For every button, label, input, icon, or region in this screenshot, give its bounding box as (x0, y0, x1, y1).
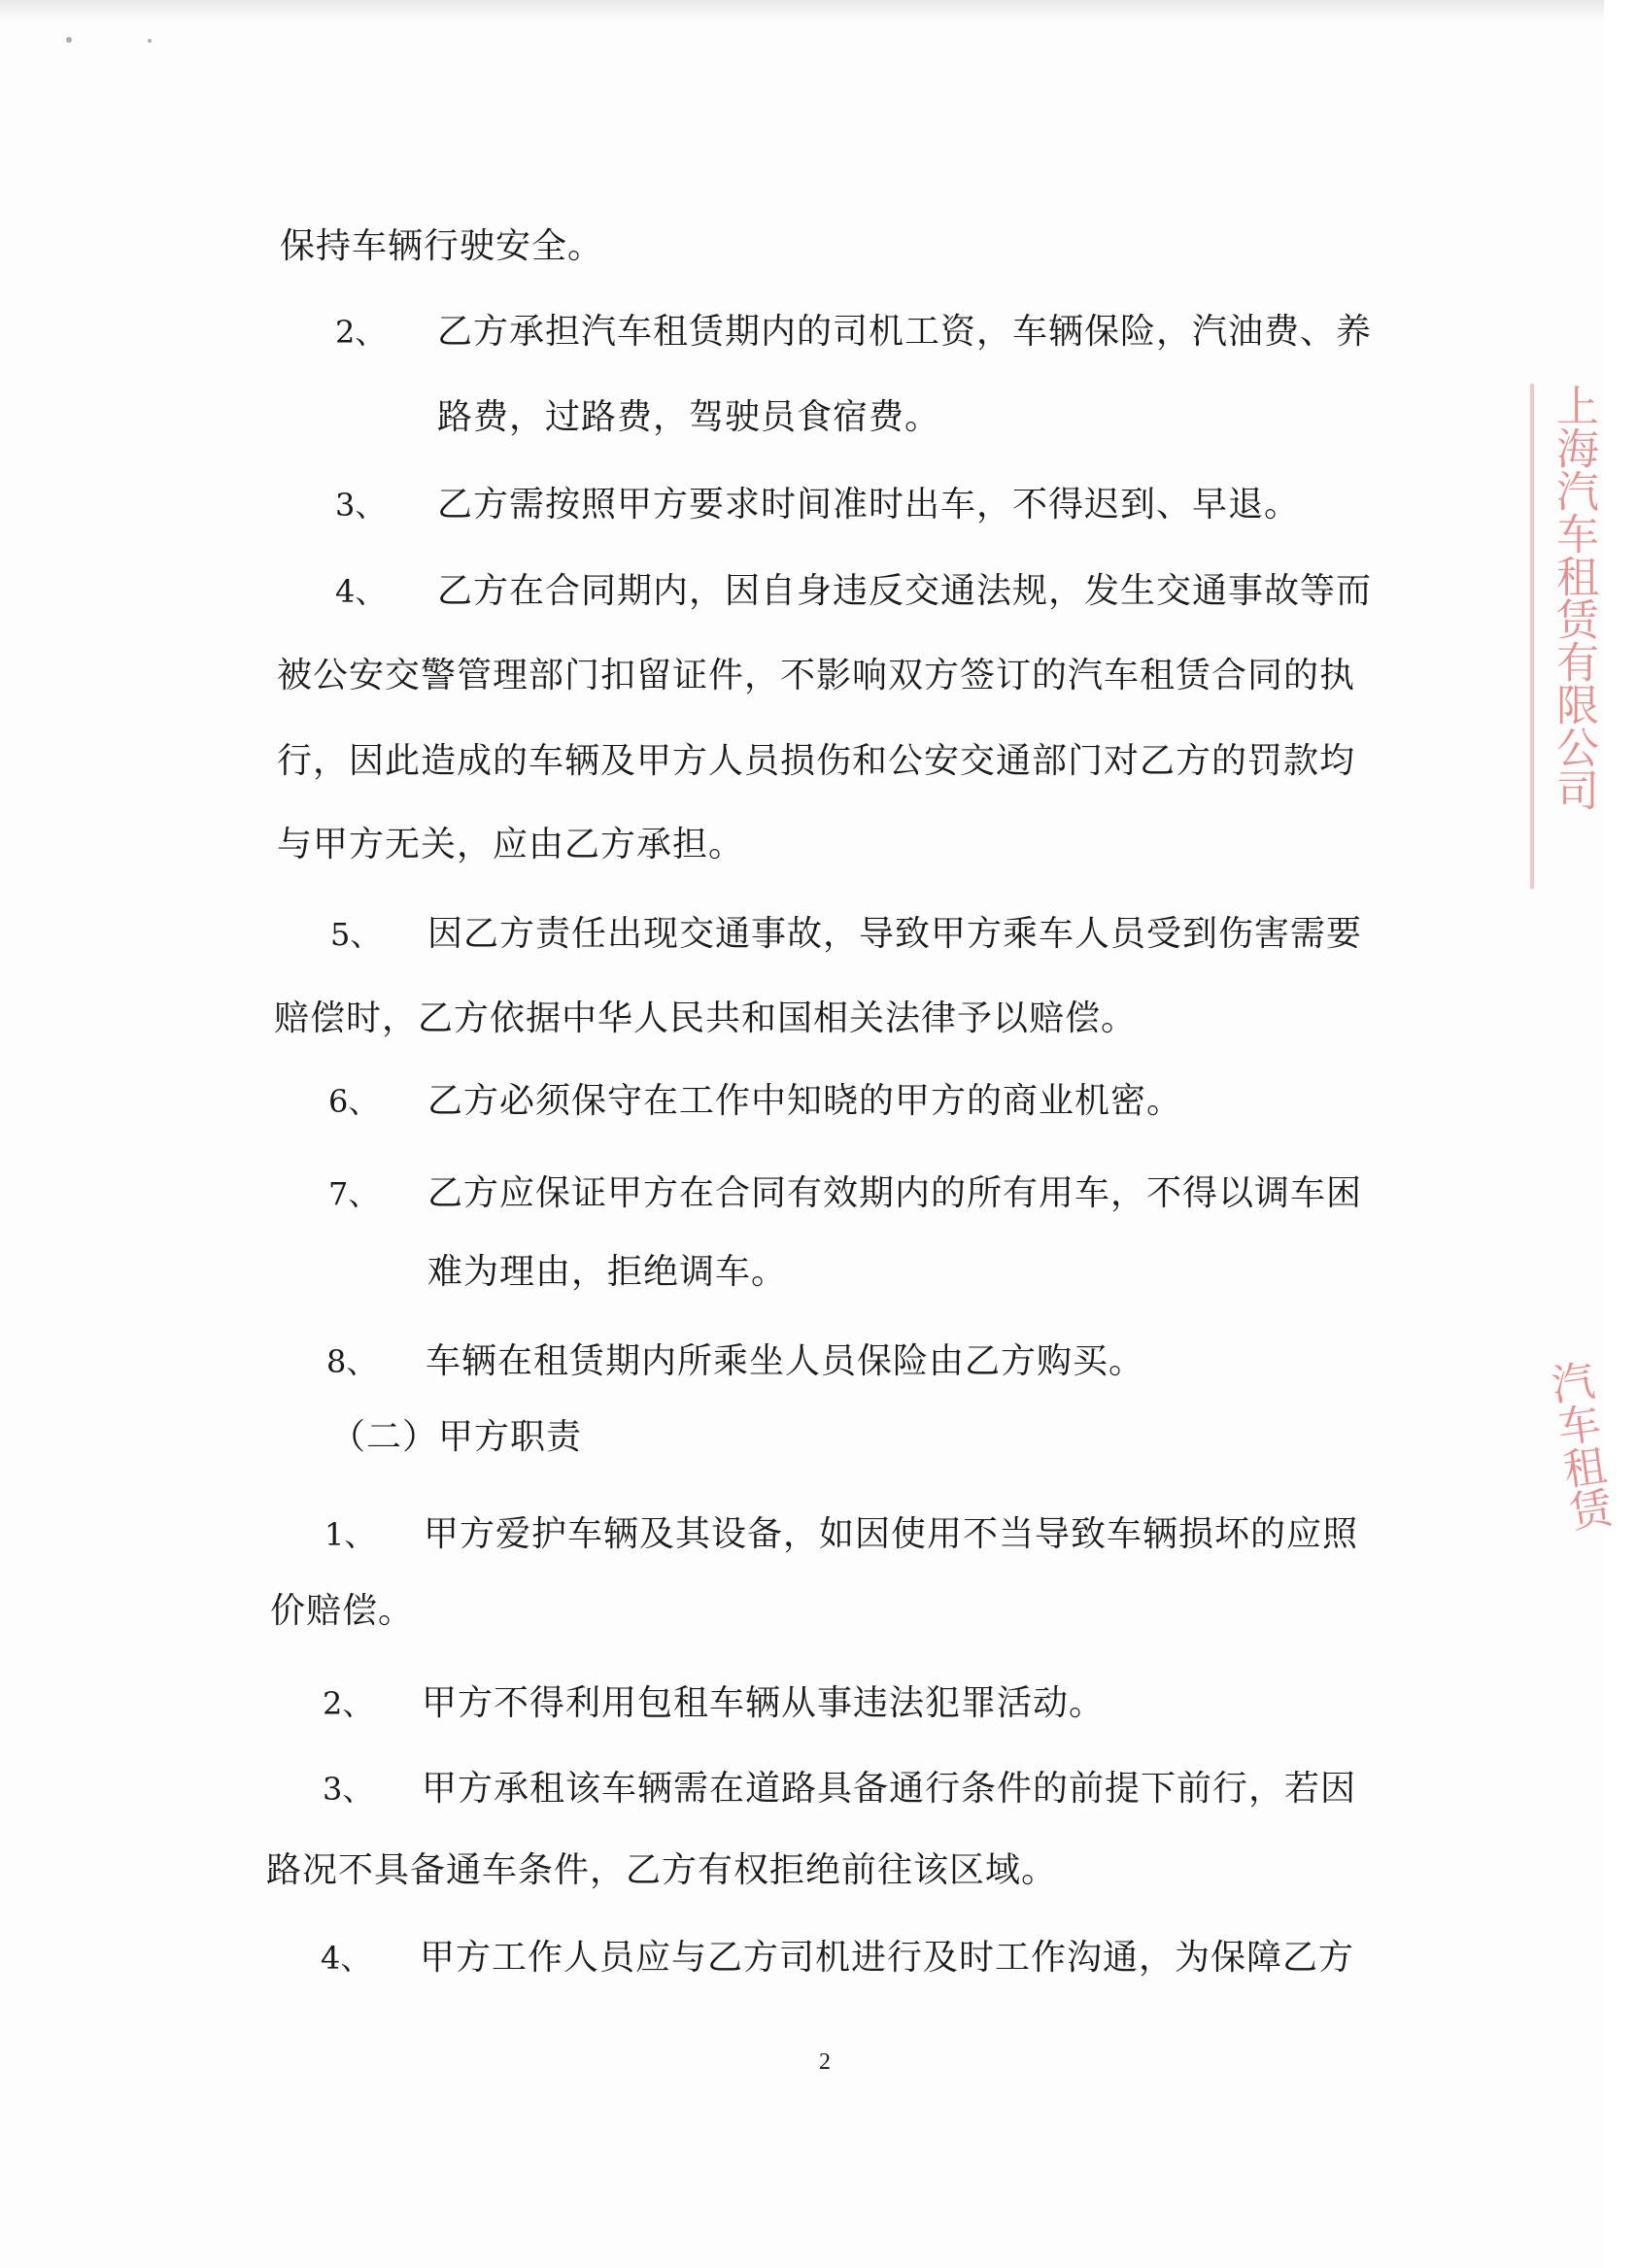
line-12: 乙方应保证甲方在合同有效期内的所有用车，不得以调车困 (427, 1173, 1363, 1213)
line-5: 乙方在合同期内，因自身违反交通法规，发生交通事故等而 (437, 571, 1373, 611)
section-heading: （二）甲方职责 (330, 1417, 583, 1457)
line-17: 价赔偿。 (270, 1591, 415, 1631)
item-number: 3、 (335, 487, 387, 524)
page-number: 2 (819, 2049, 831, 2075)
line-1: 保持车辆行驶安全。 (280, 226, 604, 266)
item-number: 6、 (328, 1083, 380, 1120)
item-number: 3、 (323, 1771, 374, 1808)
line-19: 甲方承租该车辆需在道路具备通行条件的前提下前行，若因 (422, 1769, 1357, 1809)
line-8: 与甲方无关，应由乙方承担。 (277, 825, 745, 864)
line-9: 因乙方责任出现交通事故，导致甲方乘车人员受到伤害需要 (427, 914, 1363, 954)
item-number: 2、 (335, 314, 387, 351)
item-number: 1、 (324, 1516, 376, 1553)
item-number: 4、 (335, 573, 387, 610)
scan-edge (0, 0, 1604, 21)
item-number: 8、 (326, 1343, 378, 1380)
item-number: 4、 (321, 1940, 372, 1977)
line-16: 甲方爱护车辆及其设备，如因使用不当导致车辆损坏的应照 (424, 1514, 1359, 1554)
line-3: 路费，过路费，驾驶员食宿费。 (437, 397, 941, 437)
line-2: 乙方承担汽车租赁期内的司机工资，车辆保险，汽油费、养 (437, 312, 1373, 352)
line-7: 行，因此造成的车辆及甲方人员损伤和公安交通部门对乙方的罚款均 (277, 741, 1356, 781)
line-11: 乙方必须保守在工作中知晓的甲方的商业机密。 (427, 1081, 1183, 1121)
line-18: 甲方不得利用包租车辆从事违法犯罪活动。 (422, 1683, 1106, 1723)
company-seal-stamp-partial: 汽车租赁 (1541, 1357, 1615, 1535)
line-13: 难为理由，拒绝调车。 (427, 1252, 788, 1292)
item-number: 7、 (328, 1175, 380, 1212)
line-14: 车辆在租赁期内所乘坐人员保险由乙方购买。 (426, 1341, 1145, 1381)
line-10: 赔偿时，乙方依据中华人民共和国相关法律予以赔偿。 (274, 999, 1138, 1038)
line-21: 甲方工作人员应与乙方司机进行及时工作沟通，为保障乙方 (420, 1938, 1355, 1978)
company-seal-stamp: 上海汽车租赁有限公司 (1530, 384, 1604, 889)
item-number: 2、 (323, 1685, 374, 1722)
line-6: 被公安交警管理部门扣留证件，不影响双方签订的汽车租赁合同的执 (277, 656, 1356, 695)
scan-speck (66, 37, 72, 43)
line-4: 乙方需按照甲方要求时间准时出车，不得迟到、早退。 (437, 485, 1301, 525)
line-20: 路况不具备通车条件，乙方有权拒绝前往该区域。 (266, 1850, 1058, 1890)
item-number: 5、 (330, 916, 382, 953)
scan-speck (148, 39, 152, 43)
